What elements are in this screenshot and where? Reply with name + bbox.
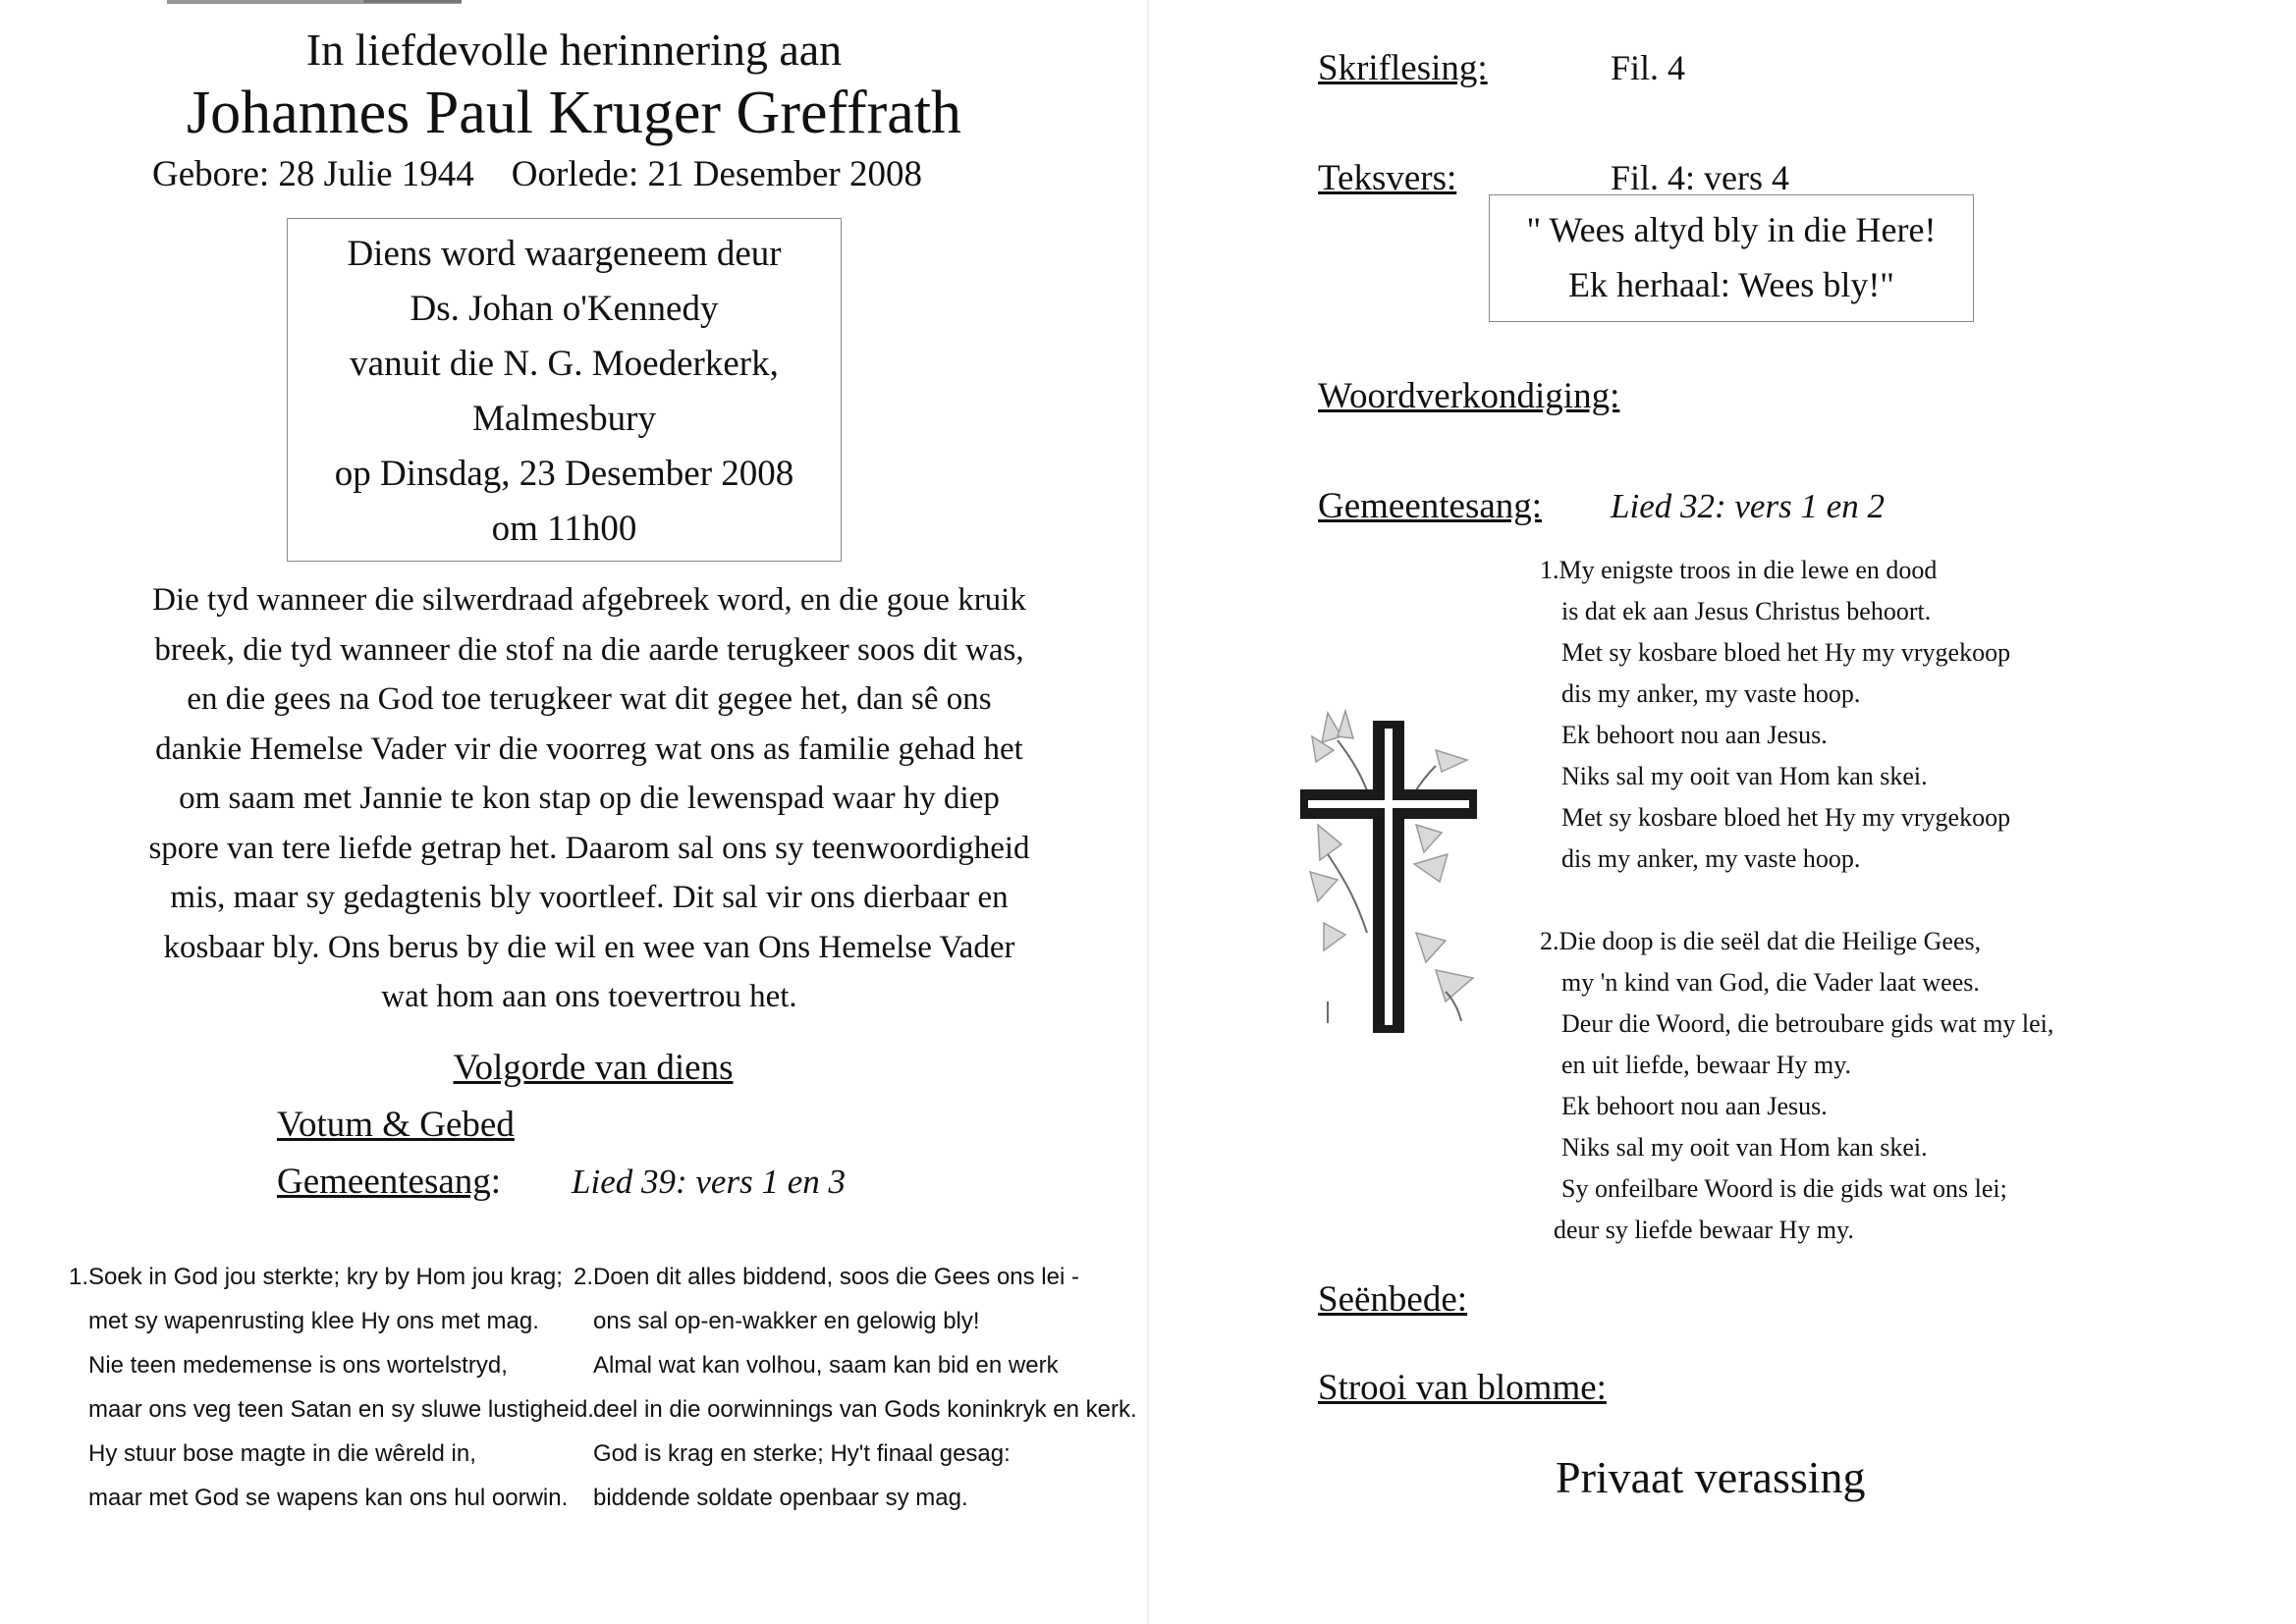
hymn-reference: Lied 39: vers 1 en 3 bbox=[572, 1163, 846, 1201]
private-cremation-note: Privaat verassing bbox=[1556, 1452, 1866, 1502]
teksvers-value: Fil. 4: vers 4 bbox=[1611, 158, 1790, 197]
service-line: vanuit die N. G. Moederkerk, bbox=[350, 344, 779, 384]
lyric-line: Ek behoort nou aan Jesus. bbox=[1561, 721, 1828, 749]
gemeentesang-colon: : bbox=[490, 1162, 502, 1202]
paragraph-line: mis, maar sy gedagtenis bly voortleef. Dit sal vir ons dierbaar en bbox=[170, 880, 1009, 915]
death-date: Oorlede: 21 Desember 2008 bbox=[511, 154, 922, 194]
service-line: om 11h00 bbox=[491, 509, 637, 549]
lyric-line: my 'n kind van God, die Vader laat wees. bbox=[1561, 968, 1980, 997]
gemeentesang-label: Gemeentesang bbox=[277, 1162, 491, 1202]
service-line: Diens word waargeneem deur bbox=[347, 234, 782, 274]
lyric-line: Sy onfeilbare Woord is die gids wat ons lei; bbox=[1561, 1174, 2007, 1203]
lyric-line: deur sy liefde bewaar Hy my. bbox=[1554, 1216, 1854, 1244]
verse-line: God is krag en sterke; Hy't finaal gesag: bbox=[593, 1440, 1011, 1467]
verse-line: maar ons veg teen Satan en sy sluwe lustigheid. bbox=[88, 1396, 594, 1423]
scripture-quote-box bbox=[1489, 194, 1974, 322]
hymn-lyrics bbox=[1540, 550, 2053, 1251]
service-line: Ds. Johan o'Kennedy bbox=[410, 289, 719, 329]
votum-label: Votum & Gebed bbox=[277, 1105, 515, 1145]
teksvers-label: Teksvers: bbox=[1318, 158, 1457, 198]
birth-date: Gebore: 28 Julie 1944 bbox=[152, 154, 474, 194]
verse-line: 2.Doen dit alles biddend, soos die Gees ons lei - bbox=[574, 1264, 1079, 1290]
service-line: Malmesbury bbox=[471, 399, 657, 439]
gemeentesang-label-right: Gemeentesang: bbox=[1318, 486, 1543, 526]
woordverkondiging-label: Woordverkondiging: bbox=[1318, 376, 1620, 416]
cross-with-lilies-icon bbox=[1298, 707, 1481, 1035]
lyric-line: 2.Die doop is die seël dat die Heilige Gees, bbox=[1540, 927, 1982, 955]
verse-line: met sy wapenrusting klee Hy ons met mag. bbox=[88, 1308, 539, 1334]
verse-line: deel in die oorwinnings van Gods koninkryk en kerk. bbox=[593, 1396, 1137, 1423]
verse-line: 1.Soek in God jou sterkte; kry by Hom jou krag; bbox=[69, 1264, 563, 1290]
paragraph-line: wat hom aan ons toevertrou het. bbox=[381, 979, 797, 1014]
paragraph-line: spore van tere liefde getrap het. Daarom sal ons sy teenwoordigheid bbox=[148, 830, 1030, 866]
lyric-line: Met sy kosbare bloed het Hy my vrygekoop bbox=[1561, 638, 2011, 667]
gemeentesang-heading bbox=[277, 1161, 501, 1203]
lyric-line: is dat ek aan Jesus Christus behoort. bbox=[1561, 597, 1932, 625]
skriflesing-label: Skriflesing: bbox=[1318, 48, 1488, 88]
hymn-verse-1 bbox=[69, 1255, 594, 1520]
skriflesing-value: Fil. 4 bbox=[1611, 48, 1686, 87]
verse-line: ons sal op-en-wakker en gelowig bly! bbox=[593, 1308, 980, 1334]
quote-line: Ek herhaal: Wees bly!" bbox=[1567, 265, 1894, 304]
lyric-line: en uit liefde, bewaar Hy my. bbox=[1561, 1051, 1852, 1079]
verse-line: biddende soldate openbaar sy mag. bbox=[593, 1485, 968, 1511]
hymn-verse-2 bbox=[574, 1255, 1137, 1520]
order-of-service-title: Volgorde van diens bbox=[453, 1048, 734, 1088]
paragraph-line: en die gees na God toe terugkeer wat dit gegee het, dan sê ons bbox=[187, 681, 992, 717]
tribute-paragraph bbox=[108, 575, 1070, 1022]
lyric-line: Met sy kosbare bloed het Hy my vrygekoop bbox=[1561, 803, 2011, 832]
lyric-line: Niks sal my ooit van Hom kan skei. bbox=[1561, 762, 1928, 790]
paragraph-line: dankie Hemelse Vader vir die voorreg wat ons as familie gehad het bbox=[155, 731, 1023, 767]
paragraph-line: Die tyd wanneer die silwerdraad afgebreek word, en die goue kruik bbox=[152, 582, 1026, 618]
paragraph-line: om saam met Jannie te kon stap op die lewenspad waar hy diep bbox=[179, 781, 1000, 816]
seenbede-label: Seënbede: bbox=[1318, 1279, 1468, 1320]
verse-line: Nie teen medemense is ons wortelstryd, bbox=[88, 1352, 508, 1379]
verse-line: Almal wat kan volhou, saam kan bid en werk bbox=[593, 1352, 1059, 1379]
lyric-line: Ek behoort nou aan Jesus. bbox=[1561, 1092, 1828, 1120]
verse-line: Hy stuur bose magte in die wêreld in, bbox=[88, 1440, 476, 1467]
lyric-line: dis my anker, my vaste hoop. bbox=[1561, 679, 1861, 708]
paragraph-line: breek, die tyd wanneer die stof na die aarde terugkeer soos dit was, bbox=[154, 631, 1024, 668]
lyric-line: Niks sal my ooit van Hom kan skei. bbox=[1561, 1133, 1928, 1162]
verse-line: maar met God se wapens kan ons hul oorwin. bbox=[88, 1485, 569, 1511]
deceased-name: Johannes Paul Kruger Greffrath bbox=[186, 80, 962, 146]
memorial-intro: In liefdevolle herinnering aan bbox=[305, 25, 843, 75]
hymn-reference-right: Lied 32: vers 1 en 2 bbox=[1611, 487, 1885, 525]
lyric-line: dis my anker, my vaste hoop. bbox=[1561, 844, 1861, 873]
birth-death-dates bbox=[152, 153, 922, 195]
lyric-line: 1.My enigste troos in die lewe en dood bbox=[1540, 556, 1938, 584]
strooi-label: Strooi van blomme: bbox=[1318, 1368, 1607, 1408]
lyric-line: Deur die Woord, die betroubare gids wat my lei, bbox=[1561, 1009, 2054, 1038]
service-line: op Dinsdag, 23 Desember 2008 bbox=[334, 454, 794, 494]
paragraph-line: kosbaar bly. Ons berus by die wil en wee van Ons Hemelse Vader bbox=[163, 929, 1015, 965]
service-details-box bbox=[287, 218, 842, 562]
quote-line: " Wees altyd bly in die Here! bbox=[1526, 210, 1937, 249]
verse-gap bbox=[1540, 880, 2053, 921]
